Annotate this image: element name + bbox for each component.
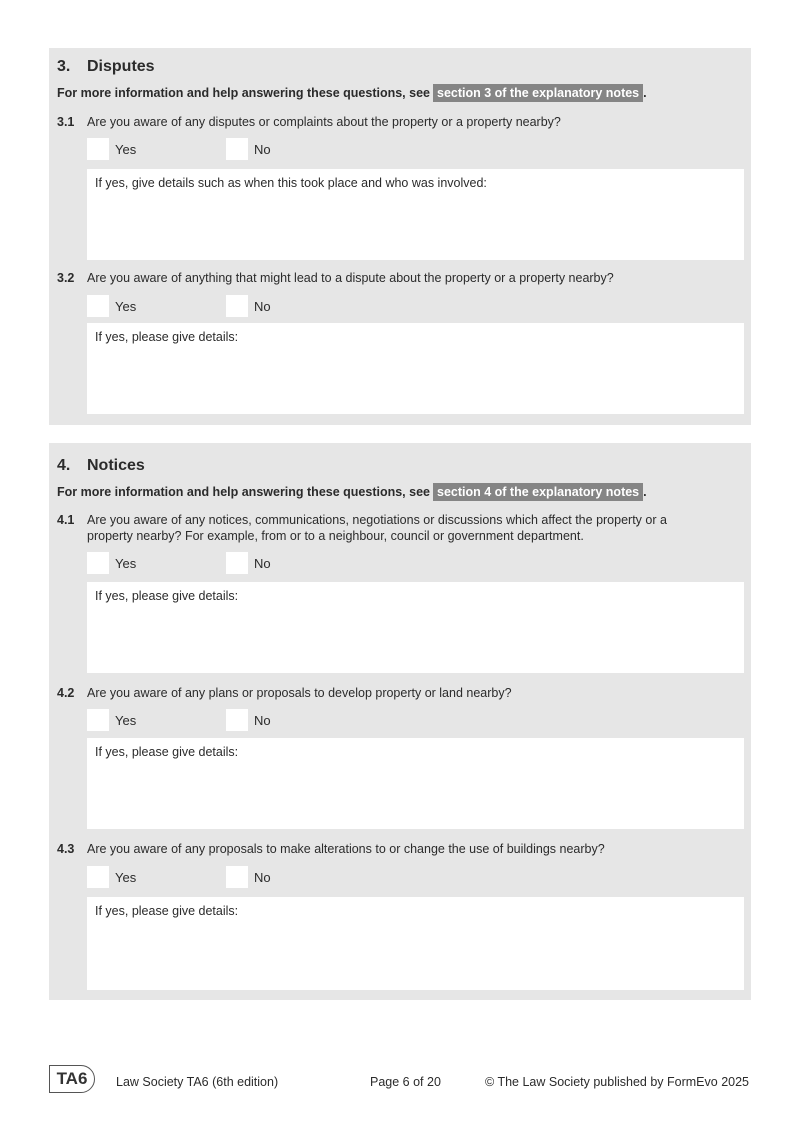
yes-label: Yes [115, 141, 137, 157]
yes-label: Yes [115, 555, 137, 571]
explanatory-notes-link[interactable]: section 4 of the explanatory notes [433, 483, 643, 501]
question-number: 4.2 [57, 686, 75, 700]
yes-checkbox[interactable] [87, 138, 109, 160]
question-4-1 [57, 512, 701, 544]
no-label: No [254, 712, 271, 728]
yes-option [87, 709, 136, 731]
no-option [226, 866, 271, 888]
question-text: Are you aware of anything that might lead to a dispute about the property or a property nearby? [87, 271, 614, 285]
no-checkbox[interactable] [226, 709, 248, 731]
info-text: For more information and help answering these questions, see [57, 485, 430, 499]
question-number: 3.1 [57, 115, 75, 129]
details-prompt: If yes, please give details: [95, 745, 239, 759]
details-field[interactable] [87, 323, 744, 414]
form-name: Law Society TA6 (6th edition) [116, 1075, 279, 1089]
question-number: 4.3 [57, 842, 75, 856]
details-field[interactable] [87, 738, 744, 829]
page-footer [49, 1065, 751, 1095]
question-4-2 [57, 685, 741, 701]
copyright: © The Law Society published by FormEvo 2025 [485, 1075, 749, 1089]
section-heading [57, 58, 155, 76]
question-text: Are you aware of any disputes or complaints about the property or a property nearby? [87, 115, 561, 129]
no-checkbox[interactable] [226, 138, 248, 160]
no-checkbox[interactable] [226, 295, 248, 317]
yes-label: Yes [115, 298, 137, 314]
yes-checkbox[interactable] [87, 866, 109, 888]
yes-label: Yes [115, 869, 137, 885]
details-prompt: If yes, give details such as when this took place and who was involved: [95, 176, 487, 190]
section-heading [57, 457, 145, 475]
question-text: Are you aware of any proposals to make alterations to or change the use of buildings nearby? [87, 842, 605, 856]
info-end: . [643, 86, 647, 100]
ta6-logo: TA6 [49, 1065, 95, 1093]
details-prompt: If yes, please give details: [95, 330, 239, 344]
details-field[interactable] [87, 582, 744, 673]
details-field[interactable] [87, 897, 744, 990]
page-number: Page 6 of 20 [370, 1075, 441, 1089]
section-title: Notices [87, 457, 145, 474]
details-prompt: If yes, please give details: [95, 904, 239, 918]
question-number: 3.2 [57, 271, 75, 285]
no-option [226, 709, 271, 731]
explanatory-notes-link[interactable]: section 3 of the explanatory notes [433, 84, 643, 102]
question-3-2 [57, 270, 741, 286]
info-line [57, 84, 647, 102]
question-4-3 [57, 841, 741, 857]
info-end: . [643, 485, 647, 499]
no-label: No [254, 298, 271, 314]
no-checkbox[interactable] [226, 866, 248, 888]
question-text: Are you aware of any plans or proposals to develop property or land nearby? [87, 686, 512, 700]
no-label: No [254, 555, 271, 571]
yes-option [87, 295, 136, 317]
no-checkbox[interactable] [226, 552, 248, 574]
section-notices [49, 443, 751, 1000]
yes-option [87, 866, 136, 888]
section-number: 4. [57, 457, 71, 474]
section-disputes [49, 48, 751, 425]
no-option [226, 138, 271, 160]
yes-option [87, 138, 136, 160]
question-text: Are you aware of any notices, communications, negotiations or discussions which affect the property or a property nearby? For example, from or to a neighbour, council or government department. [87, 513, 667, 543]
section-title: Disputes [87, 58, 155, 75]
yes-checkbox[interactable] [87, 709, 109, 731]
no-label: No [254, 141, 271, 157]
question-number: 4.1 [57, 513, 75, 527]
info-line [57, 483, 647, 501]
no-option [226, 295, 271, 317]
no-option [226, 552, 271, 574]
section-number: 3. [57, 58, 71, 75]
details-prompt: If yes, please give details: [95, 589, 239, 603]
details-field[interactable] [87, 169, 744, 260]
yes-checkbox[interactable] [87, 552, 109, 574]
no-label: No [254, 869, 271, 885]
yes-option [87, 552, 136, 574]
question-3-1 [57, 114, 741, 130]
info-text: For more information and help answering these questions, see [57, 86, 430, 100]
yes-checkbox[interactable] [87, 295, 109, 317]
yes-label: Yes [115, 712, 137, 728]
